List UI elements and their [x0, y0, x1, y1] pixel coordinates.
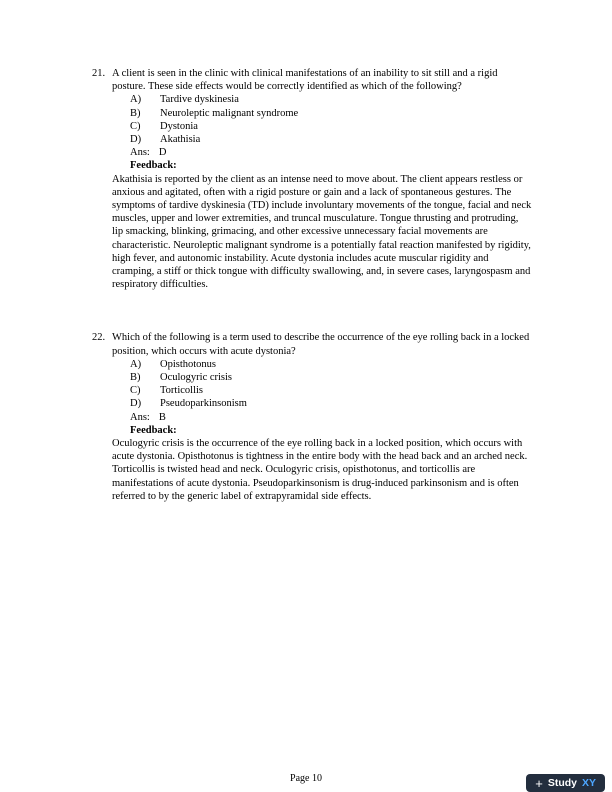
- question-body: [112, 67, 532, 291]
- option-text: Dystonia: [160, 120, 198, 132]
- option-text: Opisthotonus: [160, 358, 217, 370]
- question-text: Which of the following is a term used to describe the occurrence of the eye rolling back in a locked position, which occurs with acute dystonia?: [112, 332, 530, 357]
- answer-value: D: [158, 147, 167, 159]
- studyxy-logo: [526, 774, 605, 792]
- option-text: Torticollis: [160, 385, 204, 397]
- option-row: [112, 107, 532, 120]
- question-number: 21.: [92, 68, 106, 79]
- option-row: [112, 371, 532, 384]
- option-row: [112, 133, 532, 146]
- answer-row: [112, 146, 532, 159]
- option-letter: C): [130, 385, 141, 397]
- feedback-label: Feedback:: [130, 160, 177, 172]
- option-text: Oculogyric crisis: [160, 372, 233, 384]
- feedback-text: Akathisia is reported by the client as an intense need to move about. The client appears restless or anxious and agitated, often with a rigid posture or gain and a lack of spontaneous gestures. The symptoms of tardive dyskinesia (TD) include involuntary movements of the tongue, facial and neck muscles, upper and lower extremities, and truncal musculature. Tongue thrusting and protruding, lip smacking, blinking, grimacing, and other excessive unnecessary facial movements are characteristic. Neuroleptic malignant syndrome is a potentially fatal reaction manifested by rigidity, high fever, and autonomic instability. Acute dystonia includes acute muscular rigidity and cramping, a stiff or thick tongue with difficulty swallowing, and, in severe cases, laryngospasm and respiratory difficulties.: [112, 173, 532, 291]
- option-text: Tardive dyskinesia: [160, 94, 239, 106]
- answer-label: Ans:: [130, 411, 150, 423]
- brand-study: Study: [547, 777, 577, 789]
- option-letter: A): [130, 94, 142, 106]
- option-letter: D): [130, 134, 142, 146]
- page-number: Page 10: [290, 773, 322, 784]
- option-letter: D): [130, 398, 142, 410]
- feedback-label: Feedback:: [130, 424, 177, 436]
- option-text: Akathisia: [160, 134, 201, 146]
- brand-xy: XY: [581, 777, 596, 789]
- option-row: [112, 384, 532, 397]
- question-body: [112, 331, 532, 503]
- question-block: [92, 67, 532, 291]
- answer-row: [112, 411, 532, 424]
- plus-icon: +: [535, 775, 543, 791]
- option-letter: A): [130, 358, 142, 370]
- answer-value: B: [158, 411, 166, 423]
- option-row: [112, 93, 532, 106]
- option-letter: C): [130, 120, 141, 132]
- option-row: [112, 397, 532, 410]
- options-list: [112, 93, 532, 146]
- page-content: [92, 67, 532, 543]
- options-list: [112, 358, 532, 411]
- feedback-text: Oculogyric crisis is the occurrence of the eye rolling back in a locked position, which occurs with acute dystonia. Opisthotonus is tightness in the entire body with the head back and an arched neck. Torticollis is twisted head and neck. Oculogyric crisis, opisthotonus, and torticollis are manifestations of acute dystonia. Pseudoparkinsonism is drug-induced parkinsonism and is often referred to by the generic label of extrapyramidal side effects.: [112, 438, 528, 502]
- option-letter: B): [130, 372, 141, 384]
- question-number: 22.: [92, 332, 106, 344]
- question-block: [92, 331, 532, 503]
- answer-label: Ans:: [130, 147, 150, 159]
- option-letter: B): [130, 107, 141, 119]
- question-text: A client is seen in the clinic with clinical manifestations of an inability to sit still and a rigid posture. These side effects would be correctly identified as which of the following?: [112, 68, 498, 93]
- option-row: [112, 120, 532, 133]
- option-row: [112, 358, 532, 371]
- option-text: Neuroleptic malignant syndrome: [160, 107, 299, 119]
- option-text: Pseudoparkinsonism: [160, 398, 247, 410]
- page-footer: [0, 773, 612, 784]
